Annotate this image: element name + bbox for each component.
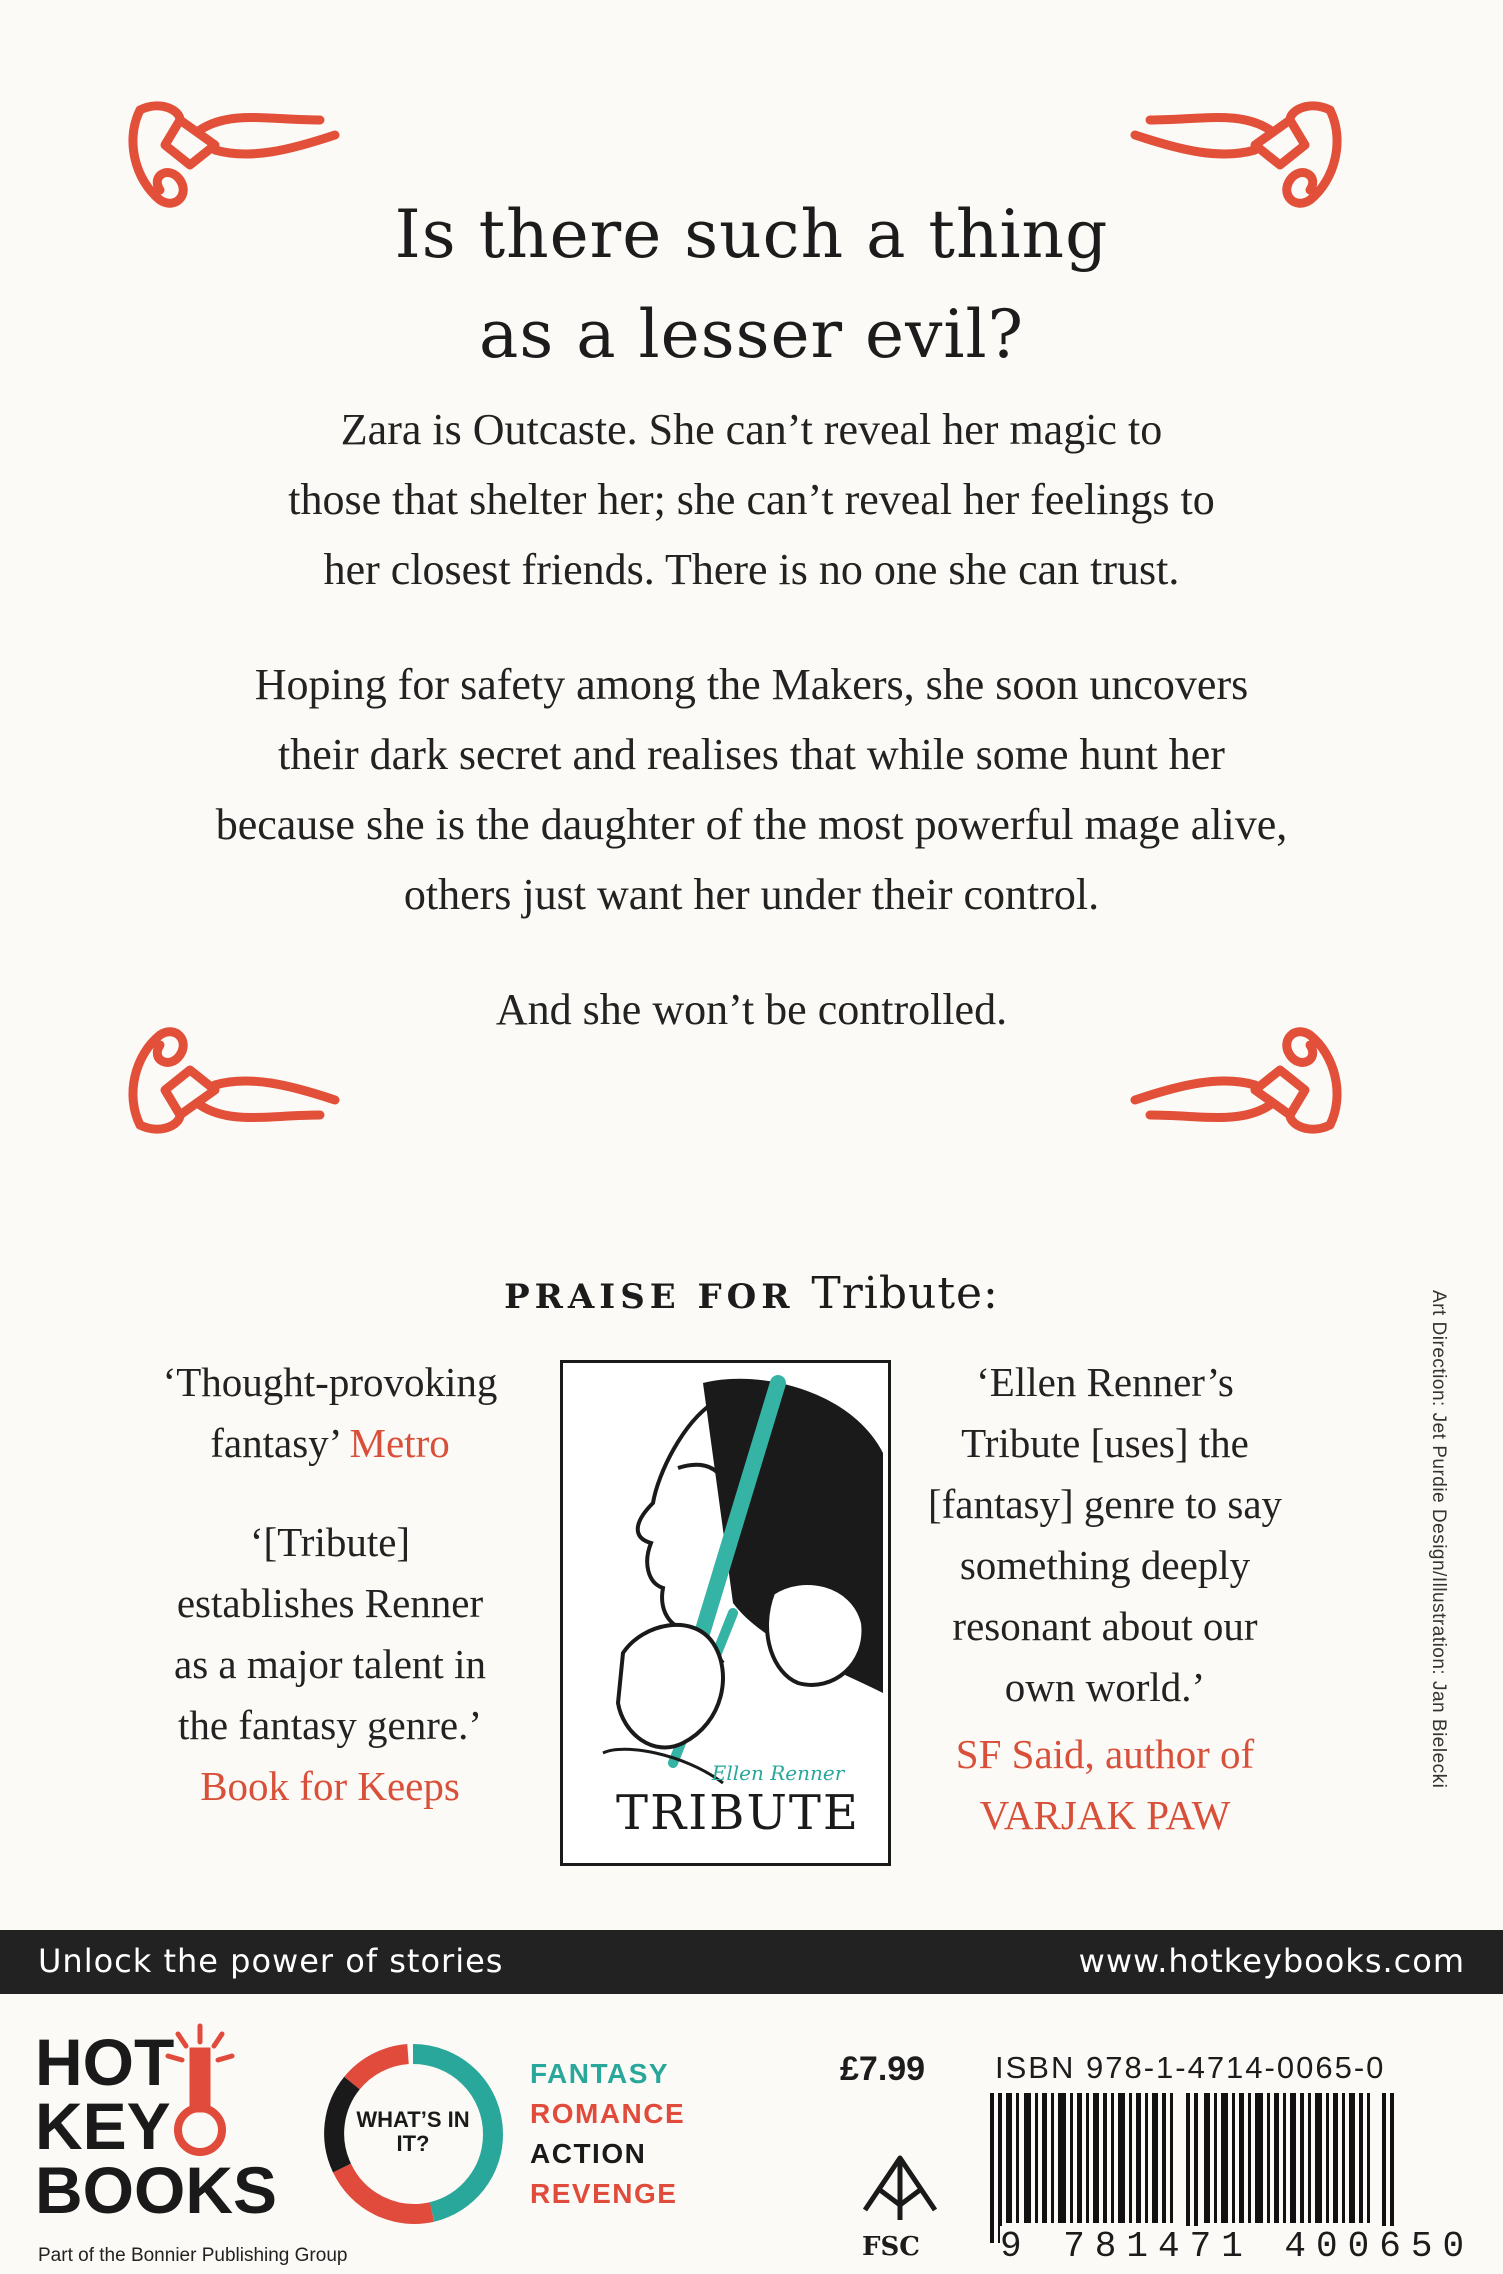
quote-line: fantasy’ Metro bbox=[210, 1420, 450, 1466]
quote-metro bbox=[130, 1352, 530, 1474]
blurb-paragraph-1 bbox=[80, 395, 1423, 605]
blurb-line: their dark secret and realises that while some hunt her bbox=[278, 730, 1225, 779]
headline bbox=[0, 185, 1503, 385]
blurb-line: her closest friends. There is no one she can trust. bbox=[323, 545, 1180, 594]
barcode bbox=[990, 2093, 1400, 2243]
book-cover-thumbnail bbox=[560, 1360, 891, 1866]
quote-line: ‘Thought-provoking bbox=[162, 1359, 498, 1405]
quote-source: Metro bbox=[349, 1420, 450, 1466]
publisher-group: Part of the Bonnier Publishing Group bbox=[38, 2245, 348, 2266]
blurb-paragraph-3 bbox=[80, 975, 1423, 1045]
quote-line: [fantasy] genre to say bbox=[927, 1481, 1283, 1527]
tagline: Unlock the power of stories bbox=[38, 1942, 504, 1980]
blurb-line: Zara is Outcaste. She can’t reveal her magic to bbox=[340, 405, 1163, 454]
quote-line: something deeply bbox=[959, 1542, 1251, 1588]
headline-line-2: as a lesser evil? bbox=[479, 296, 1024, 373]
praise-heading bbox=[0, 1268, 1503, 1319]
quote-book-for-keeps bbox=[130, 1512, 530, 1817]
blurb-line: those that shelter her; she can’t reveal her feelings to bbox=[288, 475, 1215, 524]
quote-line: establishes Renner bbox=[176, 1580, 484, 1626]
blurb-line: And she won’t be controlled. bbox=[495, 985, 1008, 1034]
headline-line-1: Is there such a thing bbox=[394, 196, 1109, 273]
genre-revenge: REVENGE bbox=[530, 2178, 678, 2209]
quote-sf-said bbox=[915, 1352, 1295, 1846]
isbn: ISBN 978-1-4714-0065-0 bbox=[995, 2050, 1386, 2085]
blurb-line: others just want her under their control. bbox=[403, 870, 1100, 919]
whats-in-it-label: WHAT’S IN IT? bbox=[356, 2107, 470, 2156]
art-credits-text: Art Direction: Jet Purdie Design/Illustration: Jan Bielecki bbox=[1428, 1290, 1449, 1789]
logo-line: HOT bbox=[35, 2025, 175, 2099]
quote-line: the fantasy genre.’ bbox=[178, 1702, 482, 1748]
logo-line: BOOKS bbox=[35, 2153, 278, 2227]
barcode-digits: 9 781471 400650 bbox=[1000, 2226, 1475, 2267]
quote-line: resonant about our bbox=[952, 1603, 1258, 1649]
blurb-line: because she is the daughter of the most powerful mage alive, bbox=[215, 800, 1288, 849]
website-link[interactable]: www.hotkeybooks.com bbox=[1078, 1942, 1465, 1980]
quote-source: Book for Keeps bbox=[200, 1763, 460, 1809]
fsc-tree-icon bbox=[855, 2150, 945, 2230]
barcode-bars bbox=[990, 2093, 1400, 2243]
quote-line: Tribute [uses] the bbox=[961, 1420, 1249, 1466]
genre-action: ACTION bbox=[530, 2138, 647, 2169]
genre-fantasy: FANTASY bbox=[530, 2058, 670, 2089]
blurb-paragraph-2 bbox=[80, 650, 1423, 930]
quote-source: SF Said, author of bbox=[955, 1731, 1255, 1777]
cover-title: TRIBUTE bbox=[616, 1785, 860, 1841]
fsc-label: FSC bbox=[862, 2232, 920, 2262]
art-credits bbox=[1425, 1290, 1455, 1890]
cover-author: Ellen Renner bbox=[711, 1761, 845, 1785]
quote-line: ‘Ellen Renner’s bbox=[976, 1359, 1234, 1405]
price: £7.99 bbox=[840, 2050, 926, 2088]
quote-line: as a major talent in bbox=[174, 1641, 486, 1687]
quote-source: VARJAK PAW bbox=[979, 1792, 1231, 1838]
tagline-bar bbox=[0, 1930, 1503, 1994]
quote-line: ‘[Tribute] bbox=[249, 1519, 411, 1565]
key-icon bbox=[150, 2020, 250, 2170]
praise-heading-title: Tribute: bbox=[811, 1268, 999, 1319]
logo-line: KEY bbox=[35, 2089, 171, 2163]
blurb-line: Hoping for safety among the Makers, she soon uncovers bbox=[254, 660, 1249, 709]
praise-heading-label: PRAISE FOR bbox=[504, 1277, 795, 1317]
quote-line: own world.’ bbox=[1004, 1664, 1206, 1710]
genre-romance: ROMANCE bbox=[530, 2098, 686, 2129]
